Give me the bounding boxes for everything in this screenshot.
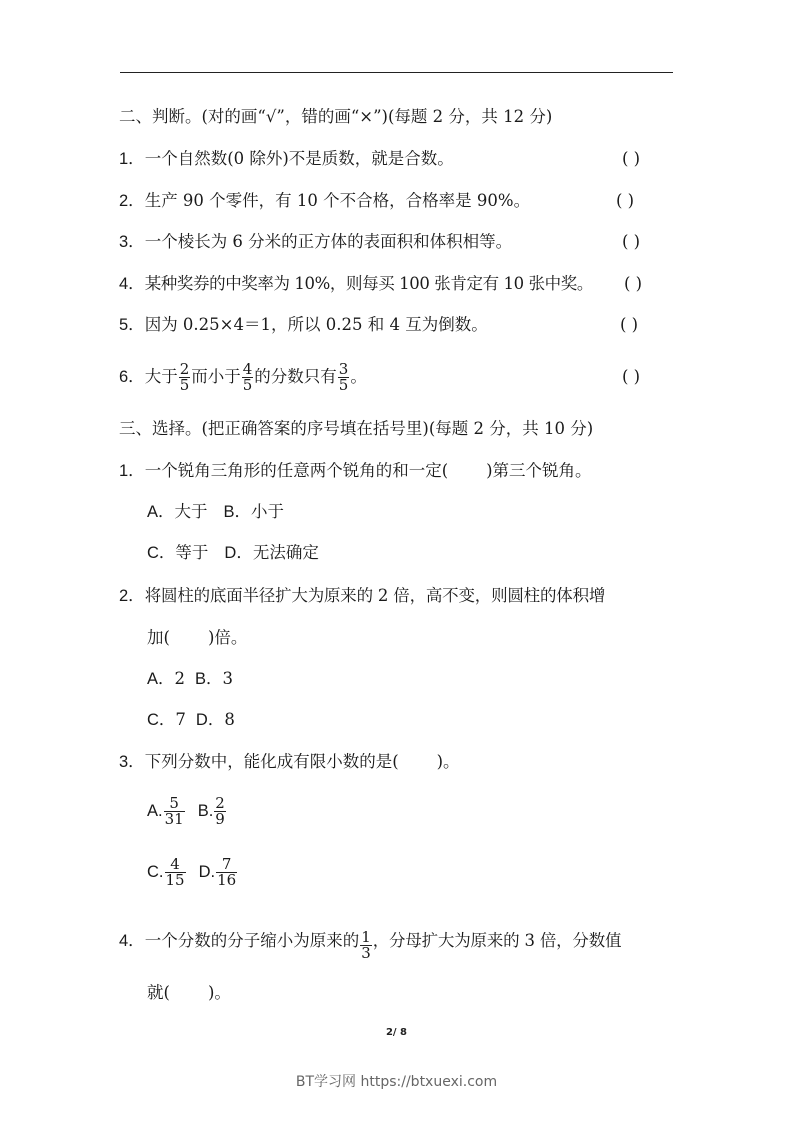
option-label: B. — [197, 802, 214, 820]
option-label: D． — [195, 711, 225, 729]
question-text: 下列分数中，能化成有限小数的是( — [144, 752, 399, 771]
page-number: 2/ 8 — [385, 1027, 408, 1038]
answer-blank-2[interactable]: ( ) — [616, 191, 635, 210]
numerator: 4 — [165, 857, 186, 873]
denominator: 15 — [165, 871, 185, 889]
item-text: 。 — [350, 367, 367, 386]
option-value: 小于 — [251, 502, 285, 521]
item-text: 一个棱长为 6 分米的正方体的表面积和体积相等。 — [144, 232, 513, 251]
question-2-continuation — [147, 627, 247, 649]
numerator: 2 — [215, 794, 225, 812]
options-row — [147, 857, 238, 888]
item-number: 6． — [119, 368, 145, 386]
choice-question-2 — [119, 585, 605, 607]
item-text: 而小于 — [191, 367, 241, 386]
fraction — [242, 362, 254, 393]
denominator: 31 — [164, 810, 184, 828]
fraction — [214, 796, 226, 827]
fraction — [179, 362, 191, 393]
item-text: 因为 0.25×4＝1，所以 0.25 和 4 互为倒数。 — [144, 315, 488, 334]
numerator: 3 — [338, 360, 349, 378]
judge-item-6 — [119, 362, 367, 393]
answer-blank-6[interactable]: ( ) — [622, 367, 641, 386]
option-label: A． — [147, 503, 175, 521]
item-text: 的分数只有 — [254, 367, 337, 386]
option-label: A. — [147, 802, 163, 820]
option-value: 8 — [224, 710, 235, 729]
option-value: 3 — [222, 669, 234, 688]
numerator: 1 — [361, 928, 371, 946]
judge-item-2 — [119, 190, 530, 212]
option-value: 2 — [174, 669, 186, 688]
denominator: 5 — [338, 376, 349, 394]
question-text: 一个锐角三角形的任意两个锐角的和一定( — [144, 461, 449, 480]
question-text: )第三个锐角。 — [486, 461, 592, 480]
item-number: 4． — [119, 275, 145, 293]
section-2-heading: 二、判断。(对的画“√”，错的画“×”)(每题 2 分，共 12 分) — [119, 107, 553, 126]
item-number: 2． — [119, 192, 145, 210]
choice-question-3 — [119, 751, 460, 773]
options-row — [147, 796, 227, 827]
question-text: 一个分数的分子缩小为原来的 — [144, 931, 360, 950]
denominator: 5 — [179, 376, 190, 394]
judge-item-3 — [119, 231, 512, 253]
denominator: 3 — [361, 944, 371, 962]
item-number: 1． — [119, 462, 145, 480]
question-4-continuation — [147, 982, 231, 1004]
item-number: 5． — [119, 316, 145, 334]
item-number: 4． — [119, 932, 145, 950]
options-row — [147, 668, 233, 690]
fraction — [165, 857, 186, 888]
denominator: 16 — [217, 871, 237, 889]
item-text: 一个自然数(0 除外)不是质数，就是合数。 — [144, 149, 454, 168]
footer-watermark: BT学习网 https://btxuexi.com — [295, 1074, 498, 1090]
option-label: B． — [223, 503, 252, 521]
fraction — [338, 362, 350, 393]
answer-blank-5[interactable]: ( ) — [620, 315, 639, 334]
option-value: 大于 — [174, 502, 208, 521]
choice-question-4 — [119, 926, 621, 961]
item-number: 3． — [119, 233, 145, 251]
option-label: C. — [147, 863, 164, 881]
item-text: 生产 90 个零件，有 10 个不合格，合格率是 90%。 — [144, 191, 531, 210]
choice-question-1 — [119, 460, 592, 482]
option-value: 无法确定 — [252, 543, 319, 562]
option-label: D. — [198, 863, 216, 881]
question-text: ，分母扩大为原来的 3 倍，分数值 — [372, 931, 622, 950]
item-number: 2． — [119, 587, 145, 605]
option-label: D． — [224, 544, 253, 562]
question-text: )。 — [436, 752, 460, 771]
question-text: 加( — [147, 628, 170, 647]
fraction — [360, 930, 372, 961]
item-number: 1． — [119, 150, 145, 168]
option-label: C． — [147, 544, 176, 562]
question-text: )。 — [207, 983, 231, 1002]
denominator: 9 — [215, 810, 225, 828]
judge-item-5 — [119, 314, 488, 336]
judge-item-1 — [119, 148, 454, 170]
numerator: 5 — [164, 796, 185, 812]
answer-blank-3[interactable]: ( ) — [622, 232, 641, 251]
options-row — [147, 542, 319, 564]
denominator: 5 — [242, 376, 253, 394]
option-label: B． — [195, 670, 223, 688]
question-text: 就( — [147, 983, 170, 1002]
item-text: 某种奖券的中奖率为 10%，则每买 100 张肯定有 10 张中奖。 — [144, 274, 593, 293]
option-label: A． — [147, 670, 175, 688]
options-row — [147, 709, 235, 731]
judge-item-4 — [119, 273, 593, 295]
option-label: C． — [147, 711, 176, 729]
numerator: 7 — [216, 857, 237, 873]
item-number: 3． — [119, 753, 145, 771]
fraction — [216, 857, 237, 888]
item-text: 大于 — [144, 367, 178, 386]
answer-blank-1[interactable]: ( ) — [622, 149, 641, 168]
question-text: 将圆柱的底面半径扩大为原来的 2 倍，高不变，则圆柱的体积增 — [144, 586, 606, 605]
section-3-heading: 三、选择。(把正确答案的序号填在括号里)(每题 2 分，共 10 分) — [119, 419, 594, 438]
numerator: 2 — [179, 360, 190, 378]
fraction — [164, 796, 185, 827]
header-rule — [120, 72, 673, 73]
options-row — [147, 501, 284, 523]
option-value: 7 — [175, 710, 186, 729]
question-text: )倍。 — [207, 628, 248, 647]
option-value: 等于 — [175, 543, 209, 562]
answer-blank-4[interactable]: ( ) — [624, 274, 643, 293]
numerator: 4 — [242, 360, 253, 378]
